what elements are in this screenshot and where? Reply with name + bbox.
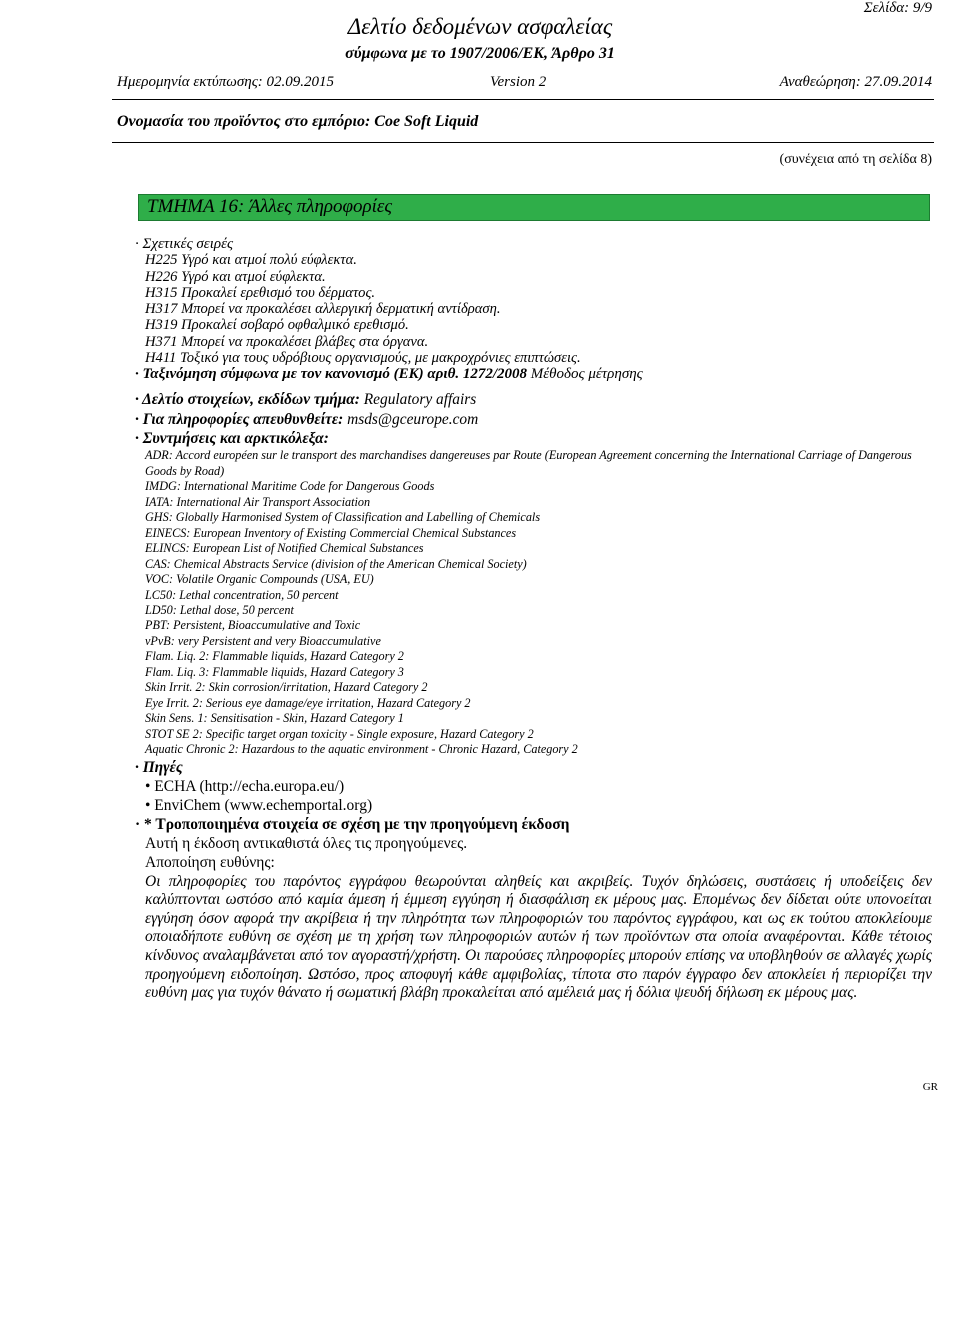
abbreviation-item: vPvB: very Persistent and very Bioaccumulative xyxy=(145,633,381,648)
disclaimer-text: Οι πληροφορίες του παρόντος εγγράφου θεωρούνται αληθείς και ακριβείς. Τυχόν δηλώσεις, συστάσεις ή υποδείξεις δεν καλύπτονται ωστόσο από καμία άμεση ή έμμεση εγγύηση ή διασφάλιση εκ μέρους μας. Επομένως δεν δίδεται ούτε υπονοείται εγγύηση όσον αφορά την ακρίβεια ή την πληρότητα των πληροφοριών του παρόντος εγγράφου, και ως εκ τούτου αποκλείουμε οποιαδήποτε ευθύνη σε σχέση με τη χρήση των πληροφοριών αυτών ή των προϊόντων στα οποία αναφέρονται. Κάθε τέτοιος κίνδυνος αναλαμβάνεται από τον αγοραστή/χρήστη. Οι παρούσες πληροφορίες μπορούν επίσης να υποβληθούν σε αλλαγές χωρίς προηγούμενη ειδοποίηση. Ωστόσο, προς αποφυγή κάθε αμφιβολίας, τίποτα στο παρόν έγγραφο δεν αποκλείει ή περιορίζει την ευθύνη μας για τυχόν θάνατο ή σωματική βλάβη προκαλείται από αμέλειά μας ή δόλια ψευδή δήλωση εκ μέρους μας. xyxy=(145,872,932,1002)
classification-line xyxy=(135,366,935,382)
contact-email: msds@gceurope.com xyxy=(343,411,479,429)
meta-row xyxy=(117,74,932,96)
abbreviation-item: LD50: Lethal dose, 50 percent xyxy=(145,603,294,618)
phrase-item: H315 Προκαλεί ερεθισμό του δέρματος. xyxy=(145,284,376,301)
classification-value: Μέθοδος μέτρησης xyxy=(527,366,643,383)
abbreviations-label: · Συντμήσεις και αρκτικόλεξα: xyxy=(135,430,329,448)
country-code: GR xyxy=(922,1081,938,1093)
section-content xyxy=(135,236,935,1003)
abbreviation-item: ELINCS: European List of Notified Chemical Substances xyxy=(145,541,424,556)
changes-text: Αυτή η έκδοση αντικαθιστά όλες τις προηγούμενες. xyxy=(145,835,468,853)
document-title: Δελτίο δεδομένων ασφαλείας xyxy=(347,14,613,39)
product-name: Ονομασία του προϊόντος στο εμπόριο: Coe Soft Liquid xyxy=(117,113,479,130)
contact-line xyxy=(135,410,935,429)
abbreviation-item: Skin Irrit. 2: Skin corrosion/irritation, Hazard Category 2 xyxy=(145,680,428,695)
abbreviation-item: GHS: Globally Harmonised System of Classification and Labelling of Chemicals xyxy=(145,510,541,525)
print-date: Ημερομηνία εκτύπωσης: 02.09.2015 xyxy=(117,74,335,90)
issuing-dept-label: · Δελτίο στοιχείων, εκδίδων τμήμα: xyxy=(135,391,360,409)
contact-label: · Για πληροφορίες απευθυνθείτε: xyxy=(135,411,344,429)
abbreviation-item: Eye Irrit. 2: Serious eye damage/eye irritation, Hazard Category 2 xyxy=(145,695,471,710)
issuing-dept-value: Regulatory affairs xyxy=(359,391,477,409)
abbreviation-item: IATA: International Air Transport Association xyxy=(145,494,371,509)
abbreviation-item: LC50: Lethal concentration, 50 percent xyxy=(145,587,339,602)
relevant-phrases-label: · Σχετικές σειρές xyxy=(135,236,234,252)
phrase-item: H319 Προκαλεί σοβαρό οφθαλμικό ερεθισμό. xyxy=(145,317,409,334)
abbreviation-item: Skin Sens. 1: Sensitisation - Skin, Hazard Category 1 xyxy=(145,711,404,726)
changes-label: · * Τροποποιημένα στοιχεία σε σχέση με την προηγούμενη έκδοση xyxy=(135,815,570,833)
abbreviation-item: VOC: Volatile Organic Compounds (USA, EU) xyxy=(145,572,374,587)
version: Version 2 xyxy=(490,74,547,90)
phrase-item: H317 Μπορεί να προκαλέσει αλλεργική δερματική αντίδραση. xyxy=(145,301,501,318)
phrase-item: H411 Τοξικό για τους υδρόβιους οργανισμούς, με μακροχρόνιες επιπτώσεις. xyxy=(145,349,581,366)
abbreviation-item: CAS: Chemical Abstracts Service (division of the American Chemical Society) xyxy=(145,556,527,571)
classification-label: · Ταξινόμηση σύμφωνα με τον κανονισμό (ΕΚ) αριθ. 1272/2008 xyxy=(135,366,528,383)
abbreviation-item: EINECS: European Inventory of Existing Commercial Chemical Substances xyxy=(145,525,517,540)
source-item: • ECHA (http://echa.europa.eu/) xyxy=(145,777,345,795)
sources-label: · Πηγές xyxy=(135,758,183,776)
header-rule xyxy=(112,99,934,100)
phrase-item: H371 Μπορεί να προκαλέσει βλάβες στα όργανα. xyxy=(145,333,429,350)
document-subtitle: σύμφωνα με το 1907/2006/ΕΚ, Άρθρο 31 xyxy=(345,45,615,62)
product-rule xyxy=(112,142,934,143)
abbreviation-item: PBT: Persistent, Bioaccumulative and Toxic xyxy=(145,618,361,633)
abbreviation-item: IMDG: International Maritime Code for Dangerous Goods xyxy=(145,479,435,494)
issuing-dept-line xyxy=(135,390,935,410)
source-item: • EnviChem (www.echemportal.org) xyxy=(145,796,373,814)
section-title: ΤΜΗΜΑ 16: Άλλες πληροφορίες xyxy=(147,196,393,217)
abbreviation-item: STOT SE 2: Specific target organ toxicity - Single exposure, Hazard Category 2 xyxy=(145,726,534,741)
abbreviation-item: Aquatic Chronic 2: Hazardous to the aquatic environment - Chronic Hazard, Category 2 xyxy=(145,742,578,757)
continued-note: (συνέχεια από τη σελίδα 8) xyxy=(779,152,932,167)
revision-date: Αναθεώρηση: 27.09.2014 xyxy=(779,74,932,90)
disclaimer-label: Αποποίηση ευθύνης: xyxy=(145,854,275,872)
phrase-item: H225 Υγρό και ατμοί πολύ εύφλεκτα. xyxy=(145,252,357,269)
section-header xyxy=(138,194,930,221)
abbreviation-item: Flam. Liq. 2: Flammable liquids, Hazard Category 2 xyxy=(145,649,404,664)
abbreviation-item: Flam. Liq. 3: Flammable liquids, Hazard Category 3 xyxy=(145,664,404,679)
page-number: Σελίδα: 9/9 xyxy=(863,0,932,16)
abbreviation-item: ADR: Accord européen sur le transport des marchandises dangereuses par Route (European Agreement concerning the International Carriage of Dangerous Goods by Road) xyxy=(145,448,912,478)
phrase-item: H226 Υγρό και ατμοί εύφλεκτα. xyxy=(145,268,326,285)
